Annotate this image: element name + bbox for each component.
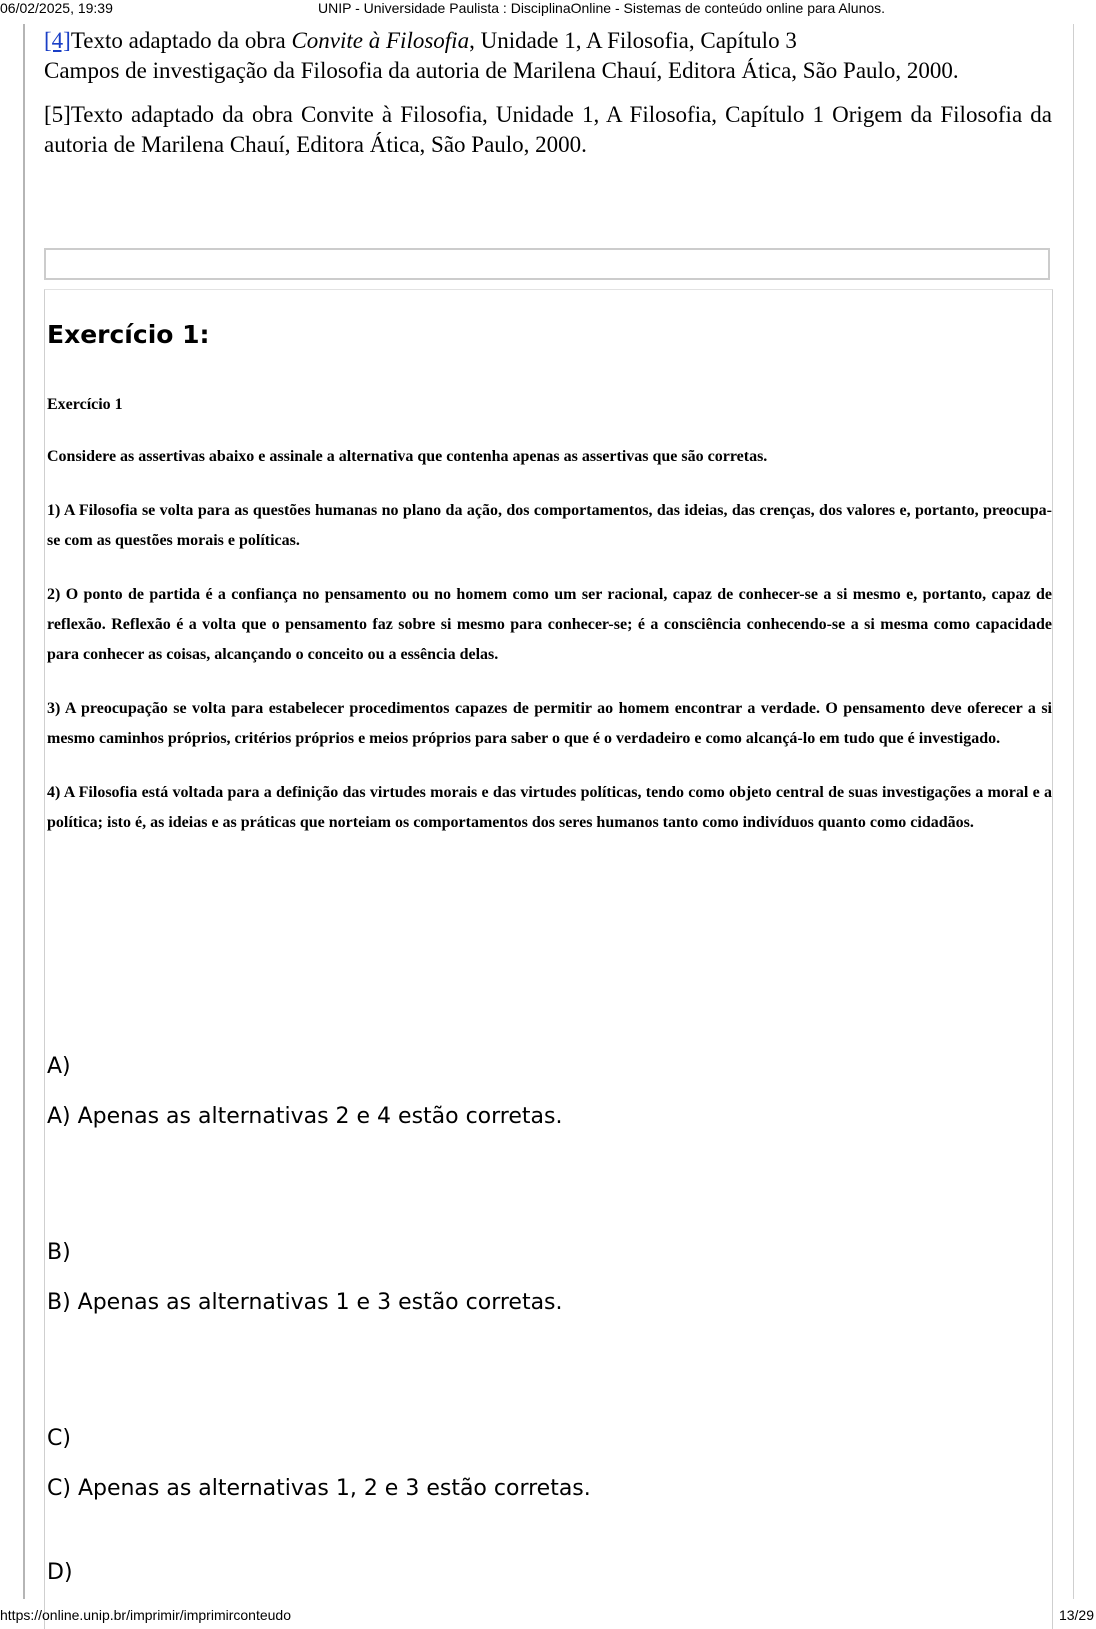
exercise-subheading: Exercício 1 — [47, 396, 123, 413]
option-c-text[interactable]: C) Apenas as alternativas 1, 2 e 3 estão corretas. — [47, 1476, 591, 1501]
statement-2: 2) O ponto de partida é a confiança no pensamento ou no homem como um ser racional, capaz de conhecer-se a si mesmo e, portanto, capaz de reflexão. Reflexão é a volta que o pensamento faz sobre si mesmo para conhecer-se; é a consciência conhecendo-se a si mesma como capacidade para conhecer as coisas, alcançando o conceito ou a essência delas. — [47, 586, 1052, 663]
statement-3: 3) A preocupação se volta para estabelecer procedimentos capazes de permitir ao homem encontrar a verdade. O pensamento deve oferecer a si mesmo caminhos próprios, critérios próprios e meios próprios para saber o que é o verdadeiro e como alcançá-lo em tudo que é investigado. — [47, 700, 1052, 747]
reference-4-text-b: , Unidade 1, A Filosofia, Capítulo 3 — [469, 28, 797, 53]
references-section — [44, 26, 1052, 160]
print-datetime: 06/02/2025, 19:39 — [0, 0, 113, 16]
print-page-number: 13/29 — [1058, 1607, 1094, 1623]
print-header — [0, 0, 1096, 16]
option-a-letter[interactable]: A) — [47, 1054, 71, 1079]
reference-4-text-a: Texto adaptado da obra — [70, 28, 292, 53]
option-d-letter[interactable]: D) — [47, 1560, 73, 1585]
print-page-title: UNIP - Universidade Paulista : DisciplinaOnline - Sistemas de conteúdo online para Alunos. — [318, 0, 886, 16]
option-c-letter[interactable]: C) — [47, 1426, 71, 1451]
content-frame-left-border — [23, 24, 25, 1599]
print-url: https://online.unip.br/imprimir/imprimirconteudo — [0, 1607, 291, 1623]
content-frame-right-border — [1073, 24, 1074, 1599]
exercise-prompt: Considere as assertivas abaixo e assinale a alternativa que contenha apenas as assertivas que são corretas. — [47, 448, 768, 465]
statement-4: 4) A Filosofia está voltada para a definição das virtudes morais e das virtudes políticas, tendo como objeto central de suas investigações a moral e a política; isto é, as ideias e as práticas que norteiam os comportamentos dos seres humanos tanto como indivíduos quanto como cidadãos. — [47, 784, 1052, 831]
print-footer — [0, 1606, 1096, 1624]
option-b-text[interactable]: B) Apenas as alternativas 1 e 3 estão corretas. — [47, 1290, 563, 1315]
option-b-letter[interactable]: B) — [47, 1240, 71, 1265]
reference-4-book-title: Convite à Filosofia — [291, 28, 470, 53]
statement-1: 1) A Filosofia se volta para as questões humanas no plano da ação, dos comportamentos, das ideias, das crenças, dos valores e, portanto, preocupa-se com as questões morais e políticas. — [47, 502, 1052, 549]
empty-content-box — [44, 248, 1050, 280]
reference-4-link[interactable]: [4] — [44, 28, 71, 53]
exercise-body — [47, 390, 1052, 862]
reference-4-line2: Campos de investigação da Filosofia da autoria de Marilena Chauí, Editora Ática, São Paulo, 2000. — [44, 58, 959, 83]
option-a-text[interactable]: A) Apenas as alternativas 2 e 4 estão corretas. — [47, 1104, 563, 1129]
exercise-heading: Exercício 1: — [47, 320, 210, 349]
reference-5: [5]Texto adaptado da obra Convite à Filosofia, Unidade 1, A Filosofia, Capítulo 1 Origem da Filosofia da autoria de Marilena Chauí, Editora Ática, São Paulo, 2000. — [44, 102, 1052, 157]
reference-4 — [44, 26, 1052, 86]
